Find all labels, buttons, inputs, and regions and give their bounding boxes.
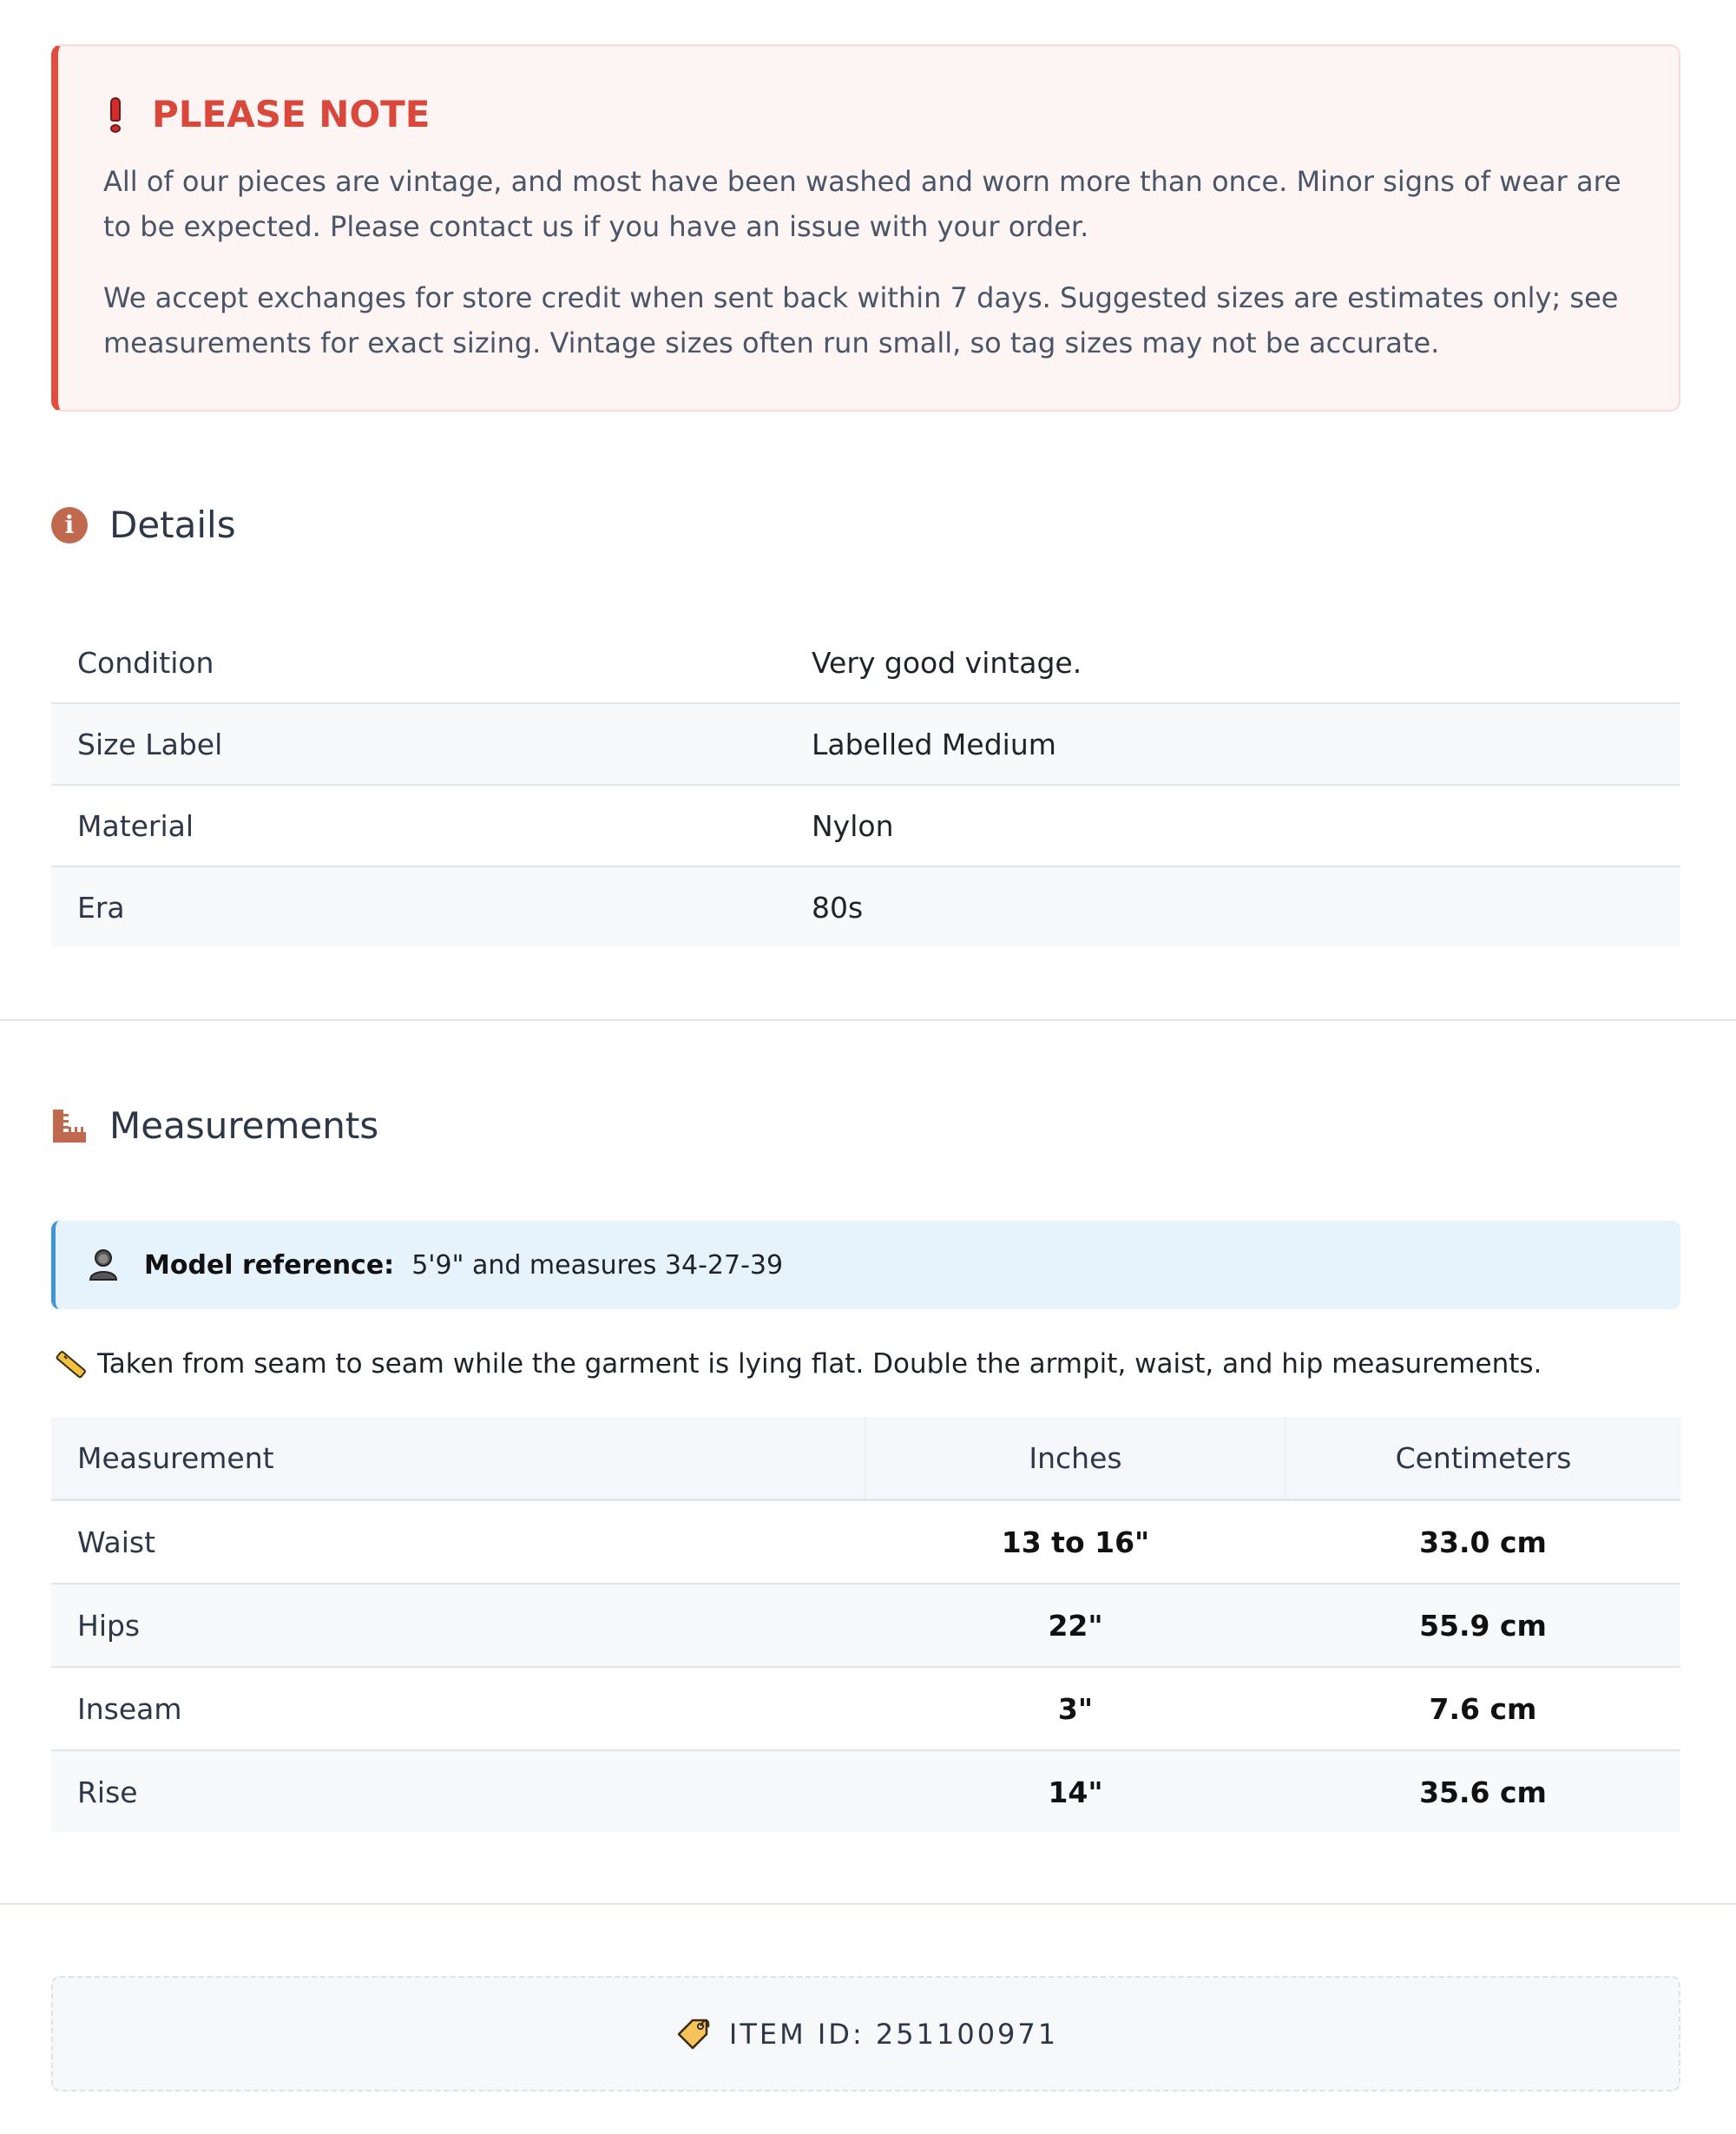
detail-label: Era bbox=[51, 866, 786, 947]
please-note-box bbox=[51, 44, 1680, 412]
details-heading-text: Details bbox=[109, 504, 236, 546]
measurement-inches: 22" bbox=[865, 1584, 1286, 1667]
column-header-measurement: Measurement bbox=[51, 1417, 865, 1500]
detail-label: Material bbox=[51, 785, 786, 866]
measurement-name: Waist bbox=[51, 1500, 865, 1584]
detail-value: Very good vintage. bbox=[786, 622, 1680, 703]
section-divider bbox=[0, 1019, 1736, 1021]
detail-value: Nylon bbox=[786, 785, 1680, 866]
table-row bbox=[51, 866, 1680, 947]
note-paragraph-2: We accept exchanges for store credit when sent back within 7 days. Suggested sizes are estimates only; see measurements for exact sizing. Vintage sizes often run small, so tag sizes may not be accurate. bbox=[103, 281, 1619, 359]
measurement-inches: 13 to 16" bbox=[865, 1500, 1286, 1584]
table-row bbox=[51, 785, 1680, 866]
pencil-icon bbox=[54, 1347, 87, 1380]
measurement-name: Rise bbox=[51, 1750, 865, 1833]
table-row bbox=[51, 1500, 1680, 1584]
table-row bbox=[51, 1750, 1680, 1833]
info-icon: i bbox=[51, 507, 88, 543]
measurement-note-text: Taken from seam to seam while the garment is lying flat. Double the armpit, waist, and hip measurements. bbox=[97, 1348, 1542, 1380]
table-row bbox=[51, 703, 1680, 785]
please-note-title bbox=[103, 91, 1630, 138]
item-id-box bbox=[51, 1976, 1680, 2091]
exclamation-icon bbox=[108, 97, 122, 132]
ruler-icon bbox=[51, 1108, 88, 1144]
measurement-note bbox=[54, 1347, 1542, 1380]
section-divider bbox=[0, 1903, 1736, 1905]
model-reference-label: Model reference: bbox=[144, 1249, 395, 1281]
measurement-cm: 35.6 cm bbox=[1286, 1750, 1680, 1833]
measurements-heading-text: Measurements bbox=[109, 1104, 379, 1147]
details-table bbox=[51, 622, 1680, 947]
measurement-cm: 33.0 cm bbox=[1286, 1500, 1680, 1584]
table-row bbox=[51, 1584, 1680, 1667]
measurements-table bbox=[51, 1417, 1680, 1833]
item-id-text: ITEM ID: 251100971 bbox=[728, 2017, 1059, 2051]
please-note-title-text: PLEASE NOTE bbox=[152, 93, 431, 135]
column-header-inches: Inches bbox=[865, 1417, 1286, 1500]
measurement-inches: 14" bbox=[865, 1750, 1286, 1833]
measurement-name: Inseam bbox=[51, 1667, 865, 1750]
note-paragraph-1: All of our pieces are vintage, and most have been washed and worn more than once. Minor signs of wear are to be expected. Please contact us if you have an issue with your order. bbox=[103, 165, 1621, 243]
detail-value: Labelled Medium bbox=[786, 703, 1680, 785]
measurement-name: Hips bbox=[51, 1584, 865, 1667]
table-row bbox=[51, 622, 1680, 703]
measurement-inches: 3" bbox=[865, 1667, 1286, 1750]
detail-label: Condition bbox=[51, 622, 786, 703]
measurements-heading bbox=[51, 1104, 378, 1147]
detail-value: 80s bbox=[786, 866, 1680, 947]
person-icon bbox=[89, 1248, 118, 1281]
tag-icon bbox=[674, 2015, 712, 2053]
measurement-cm: 7.6 cm bbox=[1286, 1667, 1680, 1750]
model-reference bbox=[51, 1221, 1680, 1309]
details-heading bbox=[51, 504, 236, 546]
column-header-centimeters: Centimeters bbox=[1286, 1417, 1680, 1500]
table-header-row bbox=[51, 1417, 1680, 1500]
model-reference-value: 5'9" and measures 34-27-39 bbox=[411, 1249, 784, 1281]
table-row bbox=[51, 1667, 1680, 1750]
detail-label: Size Label bbox=[51, 703, 786, 785]
measurement-cm: 55.9 cm bbox=[1286, 1584, 1680, 1667]
